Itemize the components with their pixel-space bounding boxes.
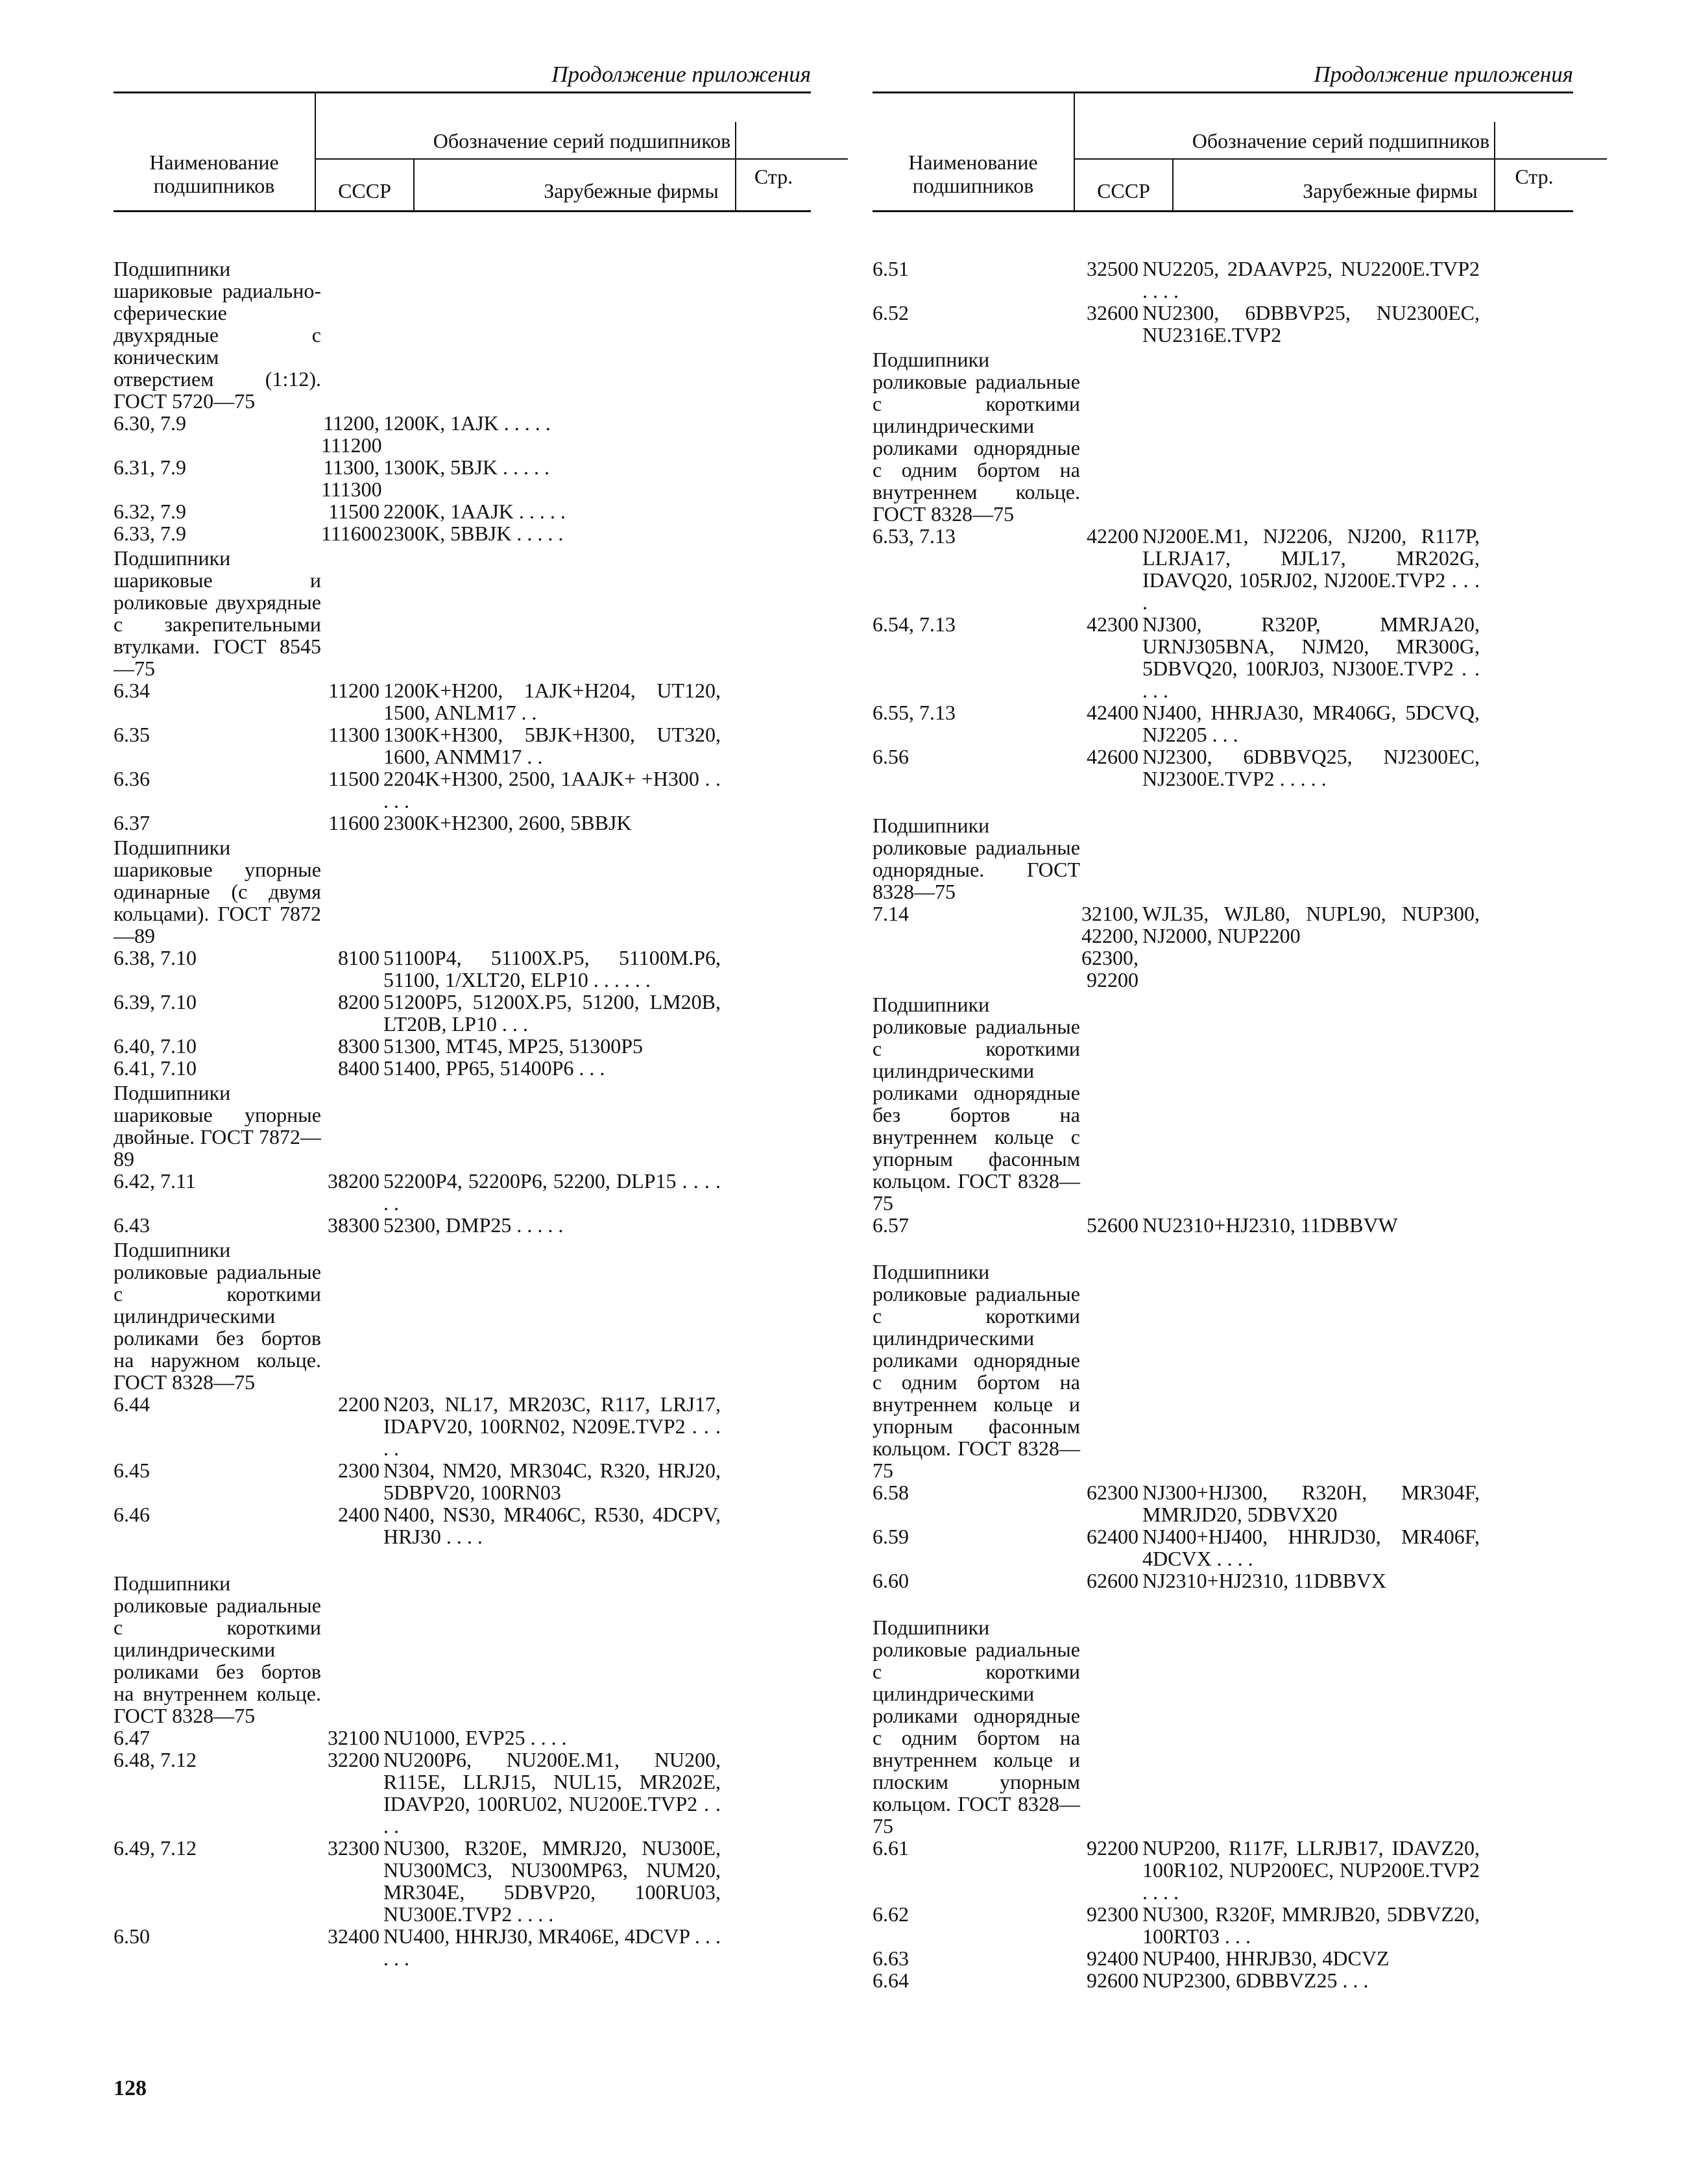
page-ref-cell: 6.31, 7.9 [114,455,186,479]
page-ref-cell: 6.36 [114,767,150,790]
table-row [114,1035,811,1057]
section-heading: Подшипники роликовые радиальные с короткими цилиндрическими роликами однорядные с одним бортом на внутреннем кольце. ГОСТ 8328—75 [873,348,1080,526]
foreign-firms-cell: NJ200E.M1, NJ2206, NJ200, R117P, LLRJA17, MJL17, MR202G, IDAVQ20, 105RJ02, NJ200E.TVP2 . . . . [1142,524,1480,614]
header-name: Наименование подшипников [149,151,279,197]
table-row [114,522,811,544]
table-row [114,812,811,834]
table-row [873,746,1573,790]
foreign-firms-cell: NU1000, EVP25 . . . . [383,1726,567,1749]
header-page: Стр. [1515,165,1554,188]
section-heading: Подшипники роликовые радиальные с короткими цилиндрическими роликами однорядные без бортов на внутреннем кольце с упорным фасонным кольцом. ГОСТ 8328—75 [873,993,1080,1215]
foreign-firms-cell: NJ400, HHRJA30, MR406G, 5DCVQ, NJ2205 . . . [1142,701,1480,746]
table-row [114,500,811,522]
ussr-series-cell: 38300 [328,1213,379,1237]
table-row [114,1459,811,1503]
page-ref-cell: 6.32, 7.9 [114,500,186,523]
foreign-firms-cell: NU300, R320F, MMRJB20, 5DBVZ20, 100RT03 . . . [1142,1902,1480,1948]
page-ref-cell: 6.57 [873,1213,909,1237]
page-ref-cell: 6.40, 7.10 [114,1034,197,1058]
ussr-series-cell: 42200 [1087,524,1138,548]
page-ref-cell: 6.44 [114,1392,150,1416]
page-ref-cell: 6.51 [873,257,909,280]
ussr-series-cell: 2400 [338,1503,379,1526]
table-row [873,1570,1573,1592]
ussr-series-cell: 2200 [338,1392,379,1416]
ussr-series-cell: 52600 [1087,1213,1138,1237]
foreign-firms-cell: NJ400+HJ400, HHRJD30, MR406F, 4DCVX . . . . [1142,1525,1480,1570]
page-ref-cell: 6.52 [873,301,909,324]
foreign-firms-cell: NJ2300, 6DBBVQ25, NJ2300EC, NJ2300E.TVP2 . . . . . [1142,745,1480,790]
page-ref-cell: 6.35 [114,723,150,746]
ussr-series-cell: 92200 [1087,1836,1138,1860]
header-page: Стр. [754,165,793,188]
ussr-series-cell: 111600 [321,522,382,545]
foreign-firms-cell: NJ300+HJ300, R320H, MR304F, MMRJD20, 5DBVX20 [1142,1481,1480,1526]
section-heading: Подшипники шариковые упорные двойные. ГОСТ 7872—89 [114,1081,321,1171]
ussr-series-cell: 32600 [1087,301,1138,324]
ussr-series-cell: 62400 [1087,1525,1138,1548]
section-heading: Подшипники роликовые радиальные с короткими цилиндрическими роликами однорядные с одним бортом на внутреннем кольце и плоским упорным кольцом. ГОСТ 8328—75 [873,1616,1080,1838]
spacer [873,1592,1573,1614]
table-row [114,412,811,456]
ussr-series-cell: 11600 [328,811,379,834]
table-row [873,903,1573,991]
page-ref-cell: 6.38, 7.10 [114,946,197,969]
ussr-series-cell: 32200 [328,1748,379,1771]
table-row [873,525,1573,613]
table-row [114,456,811,500]
table-row [114,1393,811,1459]
ussr-series-cell: 62300 [1087,1481,1138,1504]
page-ref-cell: 6.46 [114,1503,150,1526]
page-ref-cell: 6.59 [873,1525,909,1548]
ussr-series-cell: 8300 [338,1034,379,1058]
section-heading: Подшипники шариковые упорные одинарные (с двумя кольцами). ГОСТ 7872—89 [114,836,321,947]
header-ussr: СССР [338,179,391,202]
ussr-series-cell: 2300 [338,1459,379,1482]
table-row [873,258,1573,302]
table-row [873,1903,1573,1947]
ussr-series-cell: 42600 [1087,745,1138,768]
page-ref-cell: 6.30, 7.9 [114,411,186,435]
continuation-caption: Продолжение приложения [551,62,811,87]
ussr-series-cell: 11300 [328,723,379,746]
page-ref-cell: 6.53, 7.13 [873,524,956,548]
header-foreign: Зарубежные фирмы [544,179,719,202]
ussr-series-cell: 42300 [1087,613,1138,636]
ussr-series-cell: 92400 [1087,1947,1138,1970]
header-series-group: Обозначение серий подшипников [433,129,731,152]
ussr-series-cell: 11300, 111300 [321,455,382,501]
section-heading: Подшипники роликовые радиальные с короткими цилиндрическими роликами без бортов на наружном кольце. ГОСТ 8328—75 [114,1238,321,1394]
foreign-firms-cell: 2300K+H2300, 2600, 5BBJK [383,811,632,834]
ussr-series-cell: 32100, 42200, 62300, 92200 [1081,902,1138,991]
spacer [873,790,1573,812]
page-ref-cell: 6.45 [114,1459,150,1482]
foreign-firms-cell: 52300, DMP25 . . . . . [383,1213,564,1237]
table-row [873,1837,1573,1903]
page-ref-cell: 6.37 [114,811,150,834]
ussr-series-cell: 8400 [338,1056,379,1080]
table-row [873,302,1573,346]
page-ref-cell: 6.60 [873,1569,909,1592]
page-ref-cell: 6.43 [114,1213,150,1237]
table-row [114,1170,811,1214]
table-row [114,1503,811,1547]
foreign-firms-cell: NUP200, R117F, LLRJB17, IDAVZ20, 100R102, NUP200EC, NUP200E.TVP2 . . . . [1142,1836,1480,1904]
section-heading: Подшипники шариковые и роликовые двухрядные с закрепительными втулками. ГОСТ 8545—75 [114,546,321,680]
table-row [114,947,811,991]
foreign-firms-cell: 1300K+H300, 5BJK+H300, UT320, 1600, ANMM17 . . [383,723,721,768]
foreign-firms-cell: NUP400, HHRJB30, 4DCVZ [1142,1947,1390,1970]
table-header [873,91,1573,212]
foreign-firms-cell: 1200K, 1AJK . . . . . [383,411,551,435]
table-row [114,991,811,1035]
foreign-firms-cell: 1300K, 5BJK . . . . . [383,455,550,479]
header-series-group: Обозначение серий подшипников [1192,129,1490,152]
page-ref-cell: 6.50 [114,1924,150,1948]
ussr-series-cell: 8200 [338,990,379,1013]
table-row [114,768,811,812]
ussr-series-cell: 38200 [328,1169,379,1193]
page-ref-cell: 6.49, 7.12 [114,1836,197,1860]
table-row [873,1481,1573,1525]
section-heading: Подшипники роликовые радиальные с короткими цилиндрическими роликами однорядные с одним бортом на внутреннем кольце и упорным фасонным кольцом. ГОСТ 8328—75 [873,1260,1080,1482]
ussr-series-cell: 92600 [1087,1969,1138,1992]
ussr-series-cell: 32500 [1087,257,1138,280]
page-ref-cell: 6.63 [873,1947,909,1970]
ussr-series-cell: 11200 [328,679,379,702]
section-heading: Подшипники шариковые радиально-сферические двухрядные с коническим отверстием (1:12). ГОСТ 5720—75 [114,257,321,413]
page-ref-cell: 6.55, 7.13 [873,701,956,724]
ussr-series-cell: 32300 [328,1836,379,1860]
header-foreign: Зарубежные фирмы [1303,179,1478,202]
table-row [114,1214,811,1236]
foreign-firms-cell: NU300, R320E, MMRJ20, NU300E, NU300MC3, NU300MP63, NUM20, MR304E, 5DBVP20, 100RU03, NU300E.TVP2 . . . . [383,1836,721,1926]
foreign-firms-cell: WJL35, WJL80, NUPL90, NUP300, NJ2000, NUP2200 [1142,902,1480,947]
foreign-firms-cell: 51300, MT45, MP25, 51300P5 [383,1034,644,1058]
table-row [873,613,1573,701]
page-ref-cell: 6.62 [873,1902,909,1926]
page-ref-cell: 6.64 [873,1969,909,1992]
ussr-series-cell: 32100 [328,1726,379,1749]
ussr-series-cell: 62600 [1087,1569,1138,1592]
table-body [873,258,1573,1991]
page-ref-cell: 6.34 [114,679,150,702]
ussr-series-cell: 92300 [1087,1902,1138,1926]
section-heading: Подшипники роликовые радиальные с короткими цилиндрическими роликами без бортов на внутреннем кольце. ГОСТ 8328—75 [114,1571,321,1727]
foreign-firms-cell: NU2205, 2DAAVP25, NU2200E.TVP2 . . . . [1142,257,1480,302]
page-ref-cell: 6.61 [873,1836,909,1860]
right-column [873,62,1573,1991]
table-row [114,1057,811,1079]
table-row [114,1749,811,1837]
foreign-firms-cell: N203, NL17, MR203C, R117, LRJ17, IDAPV20, 100RN02, N209E.TVP2 . . . . . [383,1392,721,1460]
ussr-series-cell: 11200, 111200 [321,411,382,457]
table-row [873,1525,1573,1570]
table-body [114,258,811,1969]
page-ref-cell: 6.48, 7.12 [114,1748,197,1771]
page-ref-cell: 6.33, 7.9 [114,522,186,545]
foreign-firms-cell: 52200P4, 52200P6, 52200, DLP15 . . . . . . [383,1169,721,1215]
ussr-series-cell: 32400 [328,1924,379,1948]
page-ref-cell: 6.39, 7.10 [114,990,197,1013]
foreign-firms-cell: NJ2310+HJ2310, 11DBBVX [1142,1569,1386,1592]
continuation-caption: Продолжение приложения [1314,62,1573,87]
foreign-firms-cell: 2200K, 1AAJK . . . . . [383,500,566,523]
foreign-firms-cell: NU400, HHRJ30, MR406E, 4DCVP . . . . . . [383,1924,721,1970]
foreign-firms-cell: N400, NS30, MR406C, R530, 4DCPV, HRJ30 . . . . [383,1503,721,1548]
foreign-firms-cell: NU2310+HJ2310, 11DBBVW [1142,1213,1398,1237]
table-row [114,1727,811,1749]
left-column [114,62,811,1969]
ussr-series-cell: 11500 [328,500,379,523]
table-row [114,1925,811,1969]
page-ref-cell: 6.42, 7.11 [114,1169,196,1193]
page-ref-cell: 6.58 [873,1481,909,1504]
foreign-firms-cell: 51400, PP65, 51400P6 . . . [383,1056,605,1080]
page-ref-cell: 7.14 [873,902,909,925]
foreign-firms-cell: 2300K, 5BBJK . . . . . [383,522,564,545]
header-ussr: СССР [1097,179,1150,202]
ussr-series-cell: 11500 [328,767,379,790]
table-row [873,1947,1573,1969]
table-row [873,1969,1573,1991]
table-row [873,1214,1573,1236]
foreign-firms-cell: 51200P5, 51200X.P5, 51200, LM20B, LT20B, LP10 . . . [383,990,721,1036]
table-row [114,723,811,768]
table-row [873,701,1573,746]
foreign-firms-cell: N304, NM20, MR304C, R320, HRJ20, 5DBPV20, 100RN03 [383,1459,721,1504]
foreign-firms-cell: 2204K+H300, 2500, 1AAJK+ +H300 . . . . . [383,767,721,812]
foreign-firms-cell: NUP2300, 6DBBVZ25 . . . [1142,1969,1369,1992]
ussr-series-cell: 42400 [1087,701,1138,724]
spacer [114,1547,811,1570]
foreign-firms-cell: NJ300, R320P, MMRJA20, URNJ305BNA, NJM20, MR300G, 5DBVQ20, 100RJ03, NJ300E.TVP2 . . . . . [1142,613,1480,702]
foreign-firms-cell: NU200P6, NU200E.M1, NU200, R115E, LLRJ15, NUL15, MR202E, IDAVP20, 100RU02, NU200E.TVP2 . . . . [383,1748,721,1838]
foreign-firms-cell: 1200K+H200, 1AJK+H204, UT120, 1500, ANLM17 . . [383,679,721,724]
spacer [873,1236,1573,1258]
table-header [114,91,811,212]
table-row [114,679,811,723]
page-number: 128 [114,2076,147,2100]
page-ref-cell: 6.54, 7.13 [873,613,956,636]
page-ref-cell: 6.41, 7.10 [114,1056,197,1080]
header-name: Наименование подшипников [908,151,1038,197]
page-ref-cell: 6.47 [114,1726,150,1749]
foreign-firms-cell: 51100P4, 51100X.P5, 51100M.P6, 51100, 1/XLT20, ELP10 . . . . . . [383,946,721,991]
ussr-series-cell: 8100 [338,946,379,969]
section-heading: Подшипники роликовые радиальные однорядные. ГОСТ 8328—75 [873,814,1080,903]
foreign-firms-cell: NU2300, 6DBBVP25, NU2300EC, NU2316E.TVP2 [1142,301,1480,346]
page-ref-cell: 6.56 [873,745,909,768]
table-row [114,1837,811,1925]
